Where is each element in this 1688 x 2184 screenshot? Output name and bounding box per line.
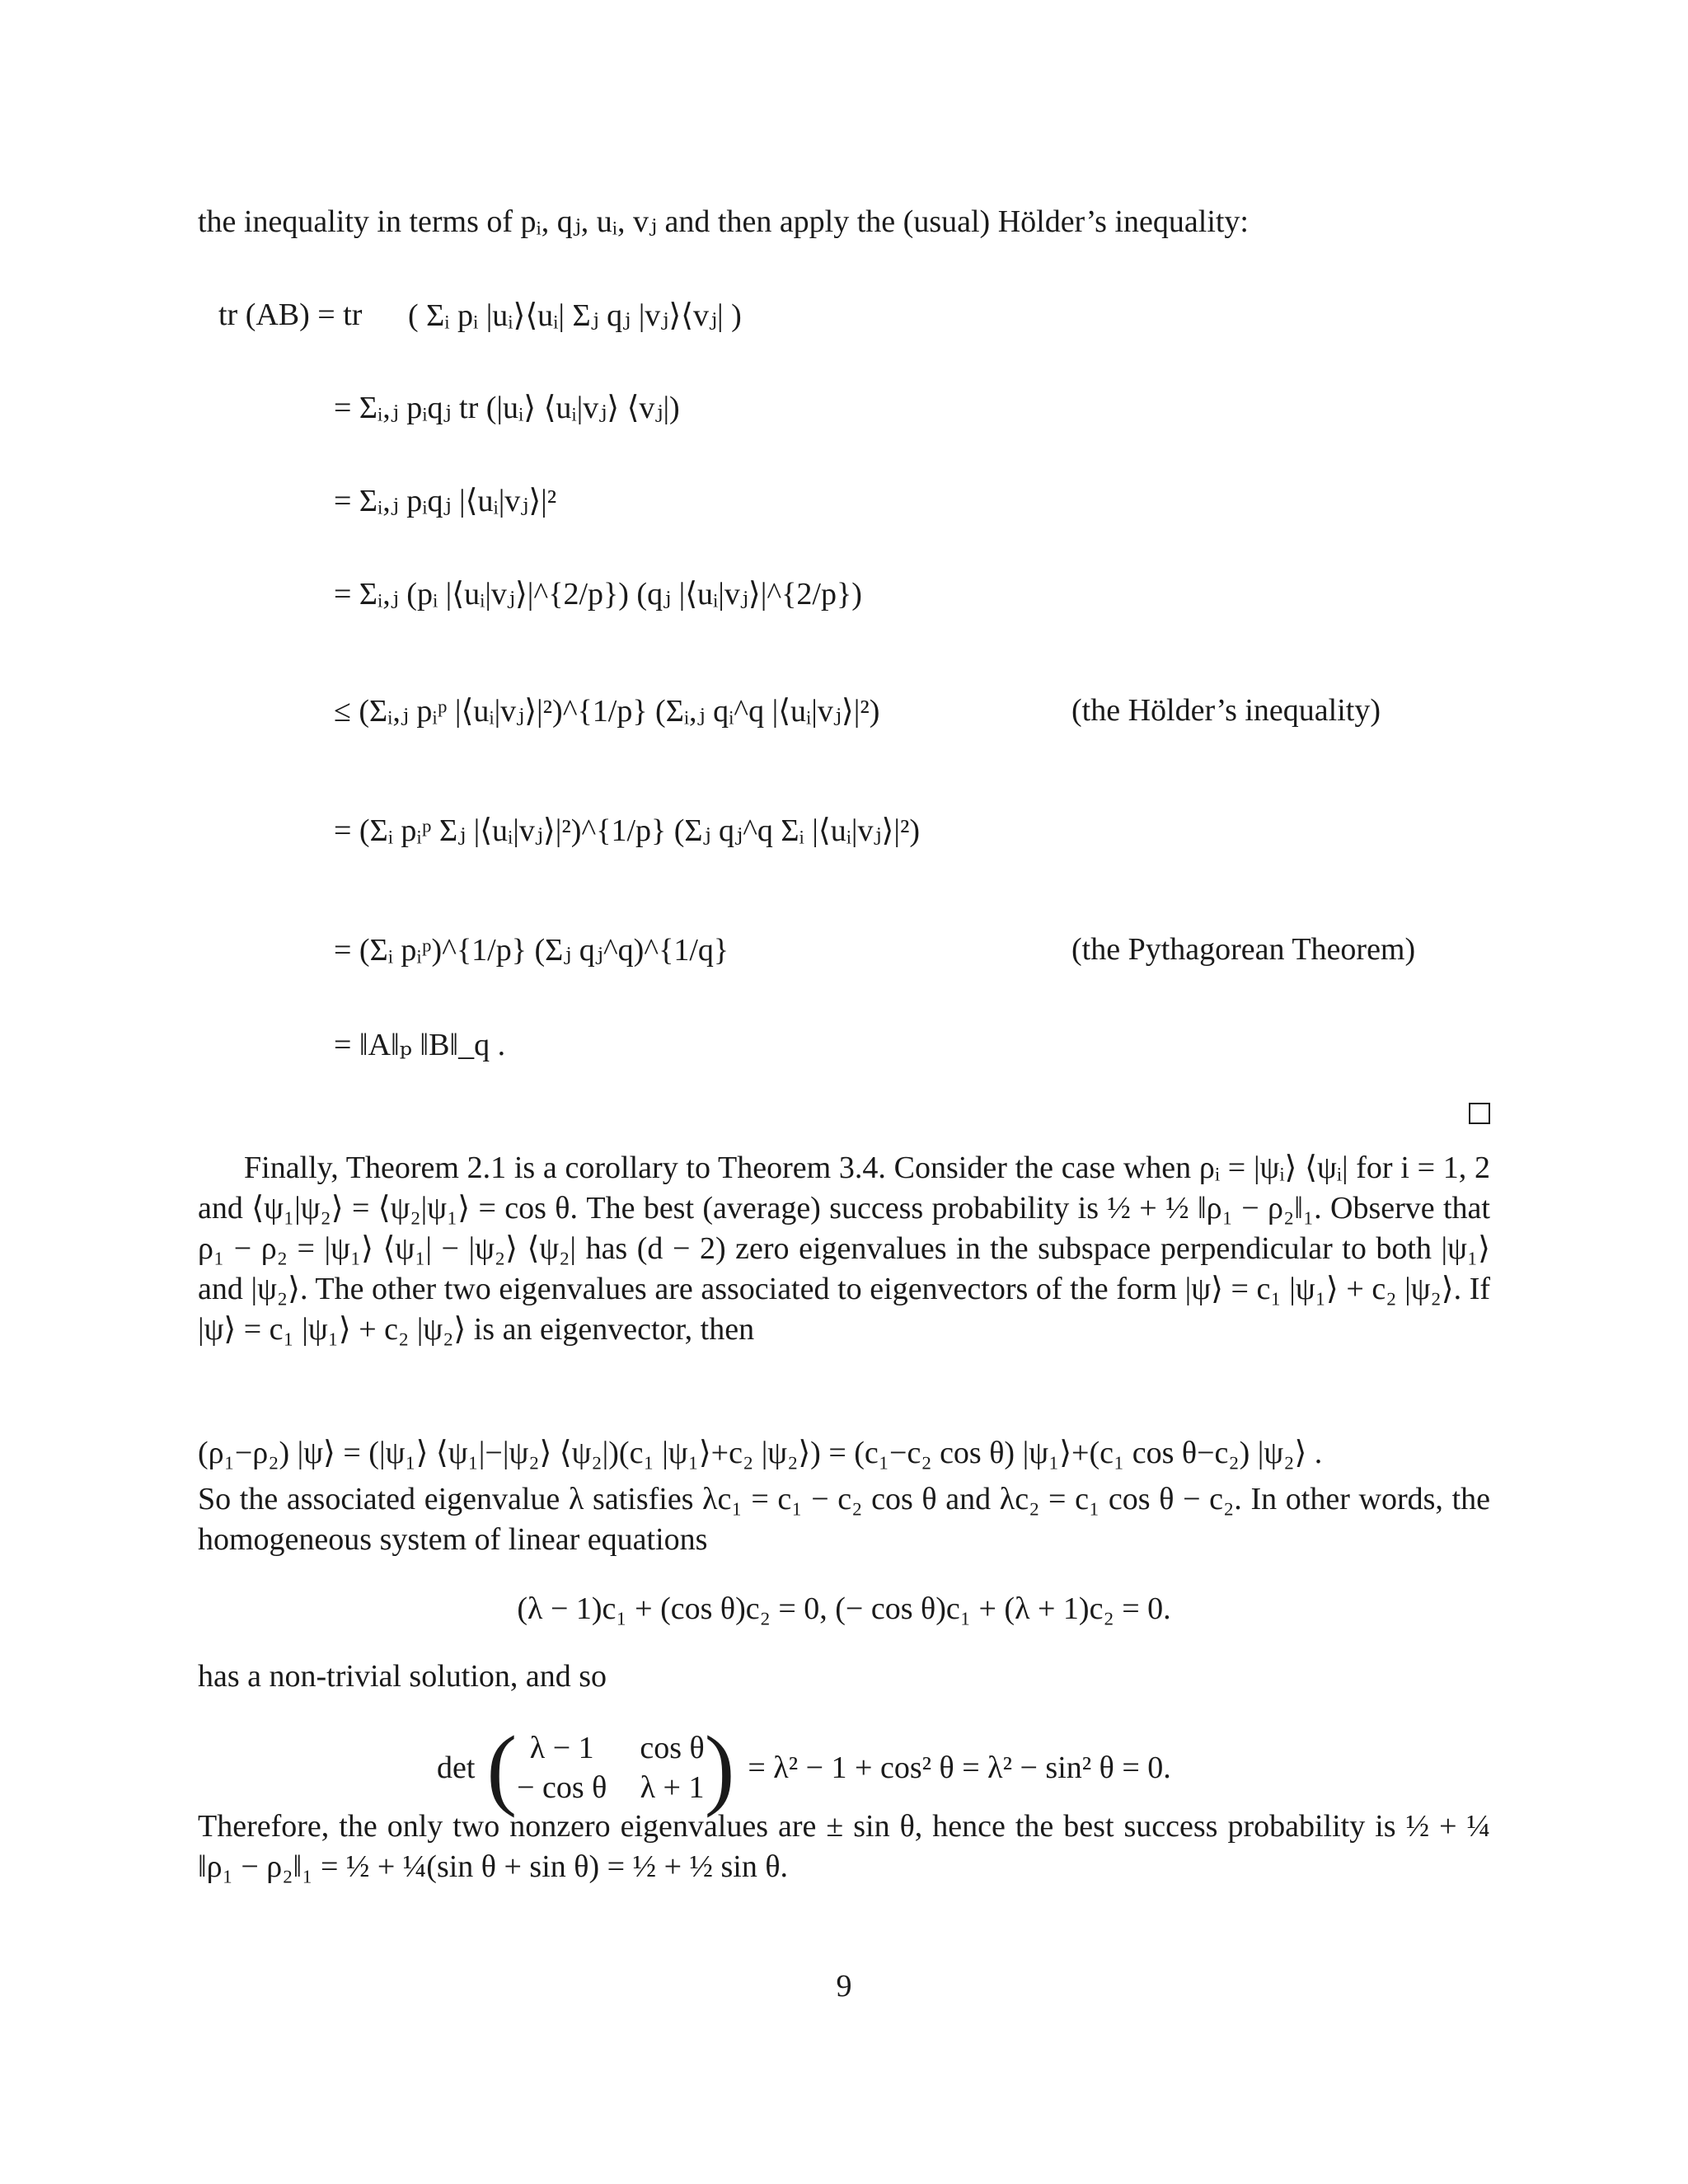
matrix-left-paren: ( xyxy=(486,1718,518,1818)
det-label: det xyxy=(437,1750,476,1785)
derivation-line-0: ( Σᵢ pᵢ |uᵢ⟩⟨uᵢ| Σⱼ qⱼ |vⱼ⟩⟨vⱼ| ) xyxy=(408,298,742,333)
matrix-cell-22: λ + 1 xyxy=(640,1770,705,1805)
paragraph-4: Therefore, the only two nonzero eigenvalues are ± sin θ, hence the best success probability is ½ + ¼ ‖ρ₁ − ρ₂‖₁ = ½ + ¼(sin θ + sin θ) = ½ + ½ sin θ. xyxy=(198,1809,1490,1884)
equation-determinant xyxy=(437,1718,1171,1817)
paragraph-1: Finally, Theorem 2.1 is a corollary to Theorem 3.4. Consider the case when ρᵢ = |ψᵢ⟩ ⟨ψᵢ| for i = 1, 2 and ⟨ψ₁|ψ₂⟩ = ⟨ψ₂|ψ₁⟩ = cos θ. The best (average) success probability is ½ + ½ ‖ρ₁ − ρ₂‖₁. Observe that ρ₁ − ρ₂ = |ψ₁⟩ ⟨ψ₁| − |ψ₂⟩ ⟨ψ₂| has (d − 2) zero eigenvalues in the subspace perpendicular to both |ψ₁⟩ and |ψ₂⟩. The other two eigenvalues are associated to eigenvectors of the form |ψ⟩ = c₁ |ψ₁⟩ + c₂ |ψ₂⟩. If |ψ⟩ = c₁ |ψ₁⟩ + c₂ |ψ₂⟩ is an eigenvector, then xyxy=(198,1151,1490,1347)
derivation-line-2: = Σᵢ,ⱼ pᵢqⱼ |⟨uᵢ|vⱼ⟩|² xyxy=(334,484,557,518)
paragraph-2: So the associated eigenvalue λ satisfies λc₁ = c₁ − c₂ cos θ and λc₂ = c₁ cos θ − c₂. In other words, the homogeneous system of linear equations xyxy=(198,1482,1490,1557)
matrix-cell-12: cos θ xyxy=(640,1731,705,1765)
page-number: 9 xyxy=(836,1969,852,2004)
derivation-line-4: ≤ (Σᵢ,ⱼ pᵢᵖ |⟨uᵢ|vⱼ⟩|²)^{1/p} (Σᵢ,ⱼ qᵢ^q |⟨uᵢ|vⱼ⟩|²) xyxy=(334,694,880,729)
det-matrix xyxy=(517,1730,705,1806)
matrix-cell-11: λ − 1 xyxy=(529,1731,594,1765)
derivation-line-6: = (Σᵢ pᵢᵖ)^{1/p} (Σⱼ qⱼ^q)^{1/q} xyxy=(334,933,729,968)
equation-rho-difference: (ρ₁−ρ₂) |ψ⟩ = (|ψ₁⟩ ⟨ψ₁|−|ψ₂⟩ ⟨ψ₂|)(c₁ |ψ₁⟩+c₂ |ψ₂⟩) = (c₁−c₂ cos θ) |ψ₁⟩+(c₁ cos θ−c₂) |ψ₂⟩ . xyxy=(198,1436,1323,1470)
matrix-right-paren: ) xyxy=(704,1718,735,1818)
derivation-line-3: = Σᵢ,ⱼ (pᵢ |⟨uᵢ|vⱼ⟩|^{2/p}) (qⱼ |⟨uᵢ|vⱼ⟩|^{2/p}) xyxy=(334,577,862,612)
equation-system: (λ − 1)c₁ + (cos θ)c₂ = 0, (− cos θ)c₁ + (λ + 1)c₂ = 0. xyxy=(517,1591,1171,1626)
pythagorean-note: (the Pythagorean Theorem) xyxy=(1071,932,1416,967)
matrix-cell-21: − cos θ xyxy=(517,1770,607,1805)
det-result: = λ² − 1 + cos² θ = λ² − sin² θ = 0. xyxy=(748,1750,1171,1785)
derivation-line-1: = Σᵢ,ⱼ pᵢqⱼ tr (|uᵢ⟩ ⟨uᵢ|vⱼ⟩ ⟨vⱼ|) xyxy=(334,391,680,425)
qed-square-icon xyxy=(1469,1103,1490,1124)
derivation-line-5: = (Σᵢ pᵢᵖ Σⱼ |⟨uᵢ|vⱼ⟩|²)^{1/p} (Σⱼ qⱼ^q Σᵢ |⟨uᵢ|vⱼ⟩|²) xyxy=(334,813,921,848)
derivation-lhs: tr (AB) = tr xyxy=(218,298,363,332)
intro-line: the inequality in terms of pᵢ, qⱼ, uᵢ, vⱼ and then apply the (usual) Hölder’s inequality: xyxy=(198,204,1249,239)
derivation-line-7: = ‖A‖ₚ ‖B‖_q . xyxy=(334,1028,506,1062)
paragraph-3: has a non-trivial solution, and so xyxy=(198,1659,607,1694)
holder-note: (the Hölder’s inequality) xyxy=(1071,693,1381,728)
